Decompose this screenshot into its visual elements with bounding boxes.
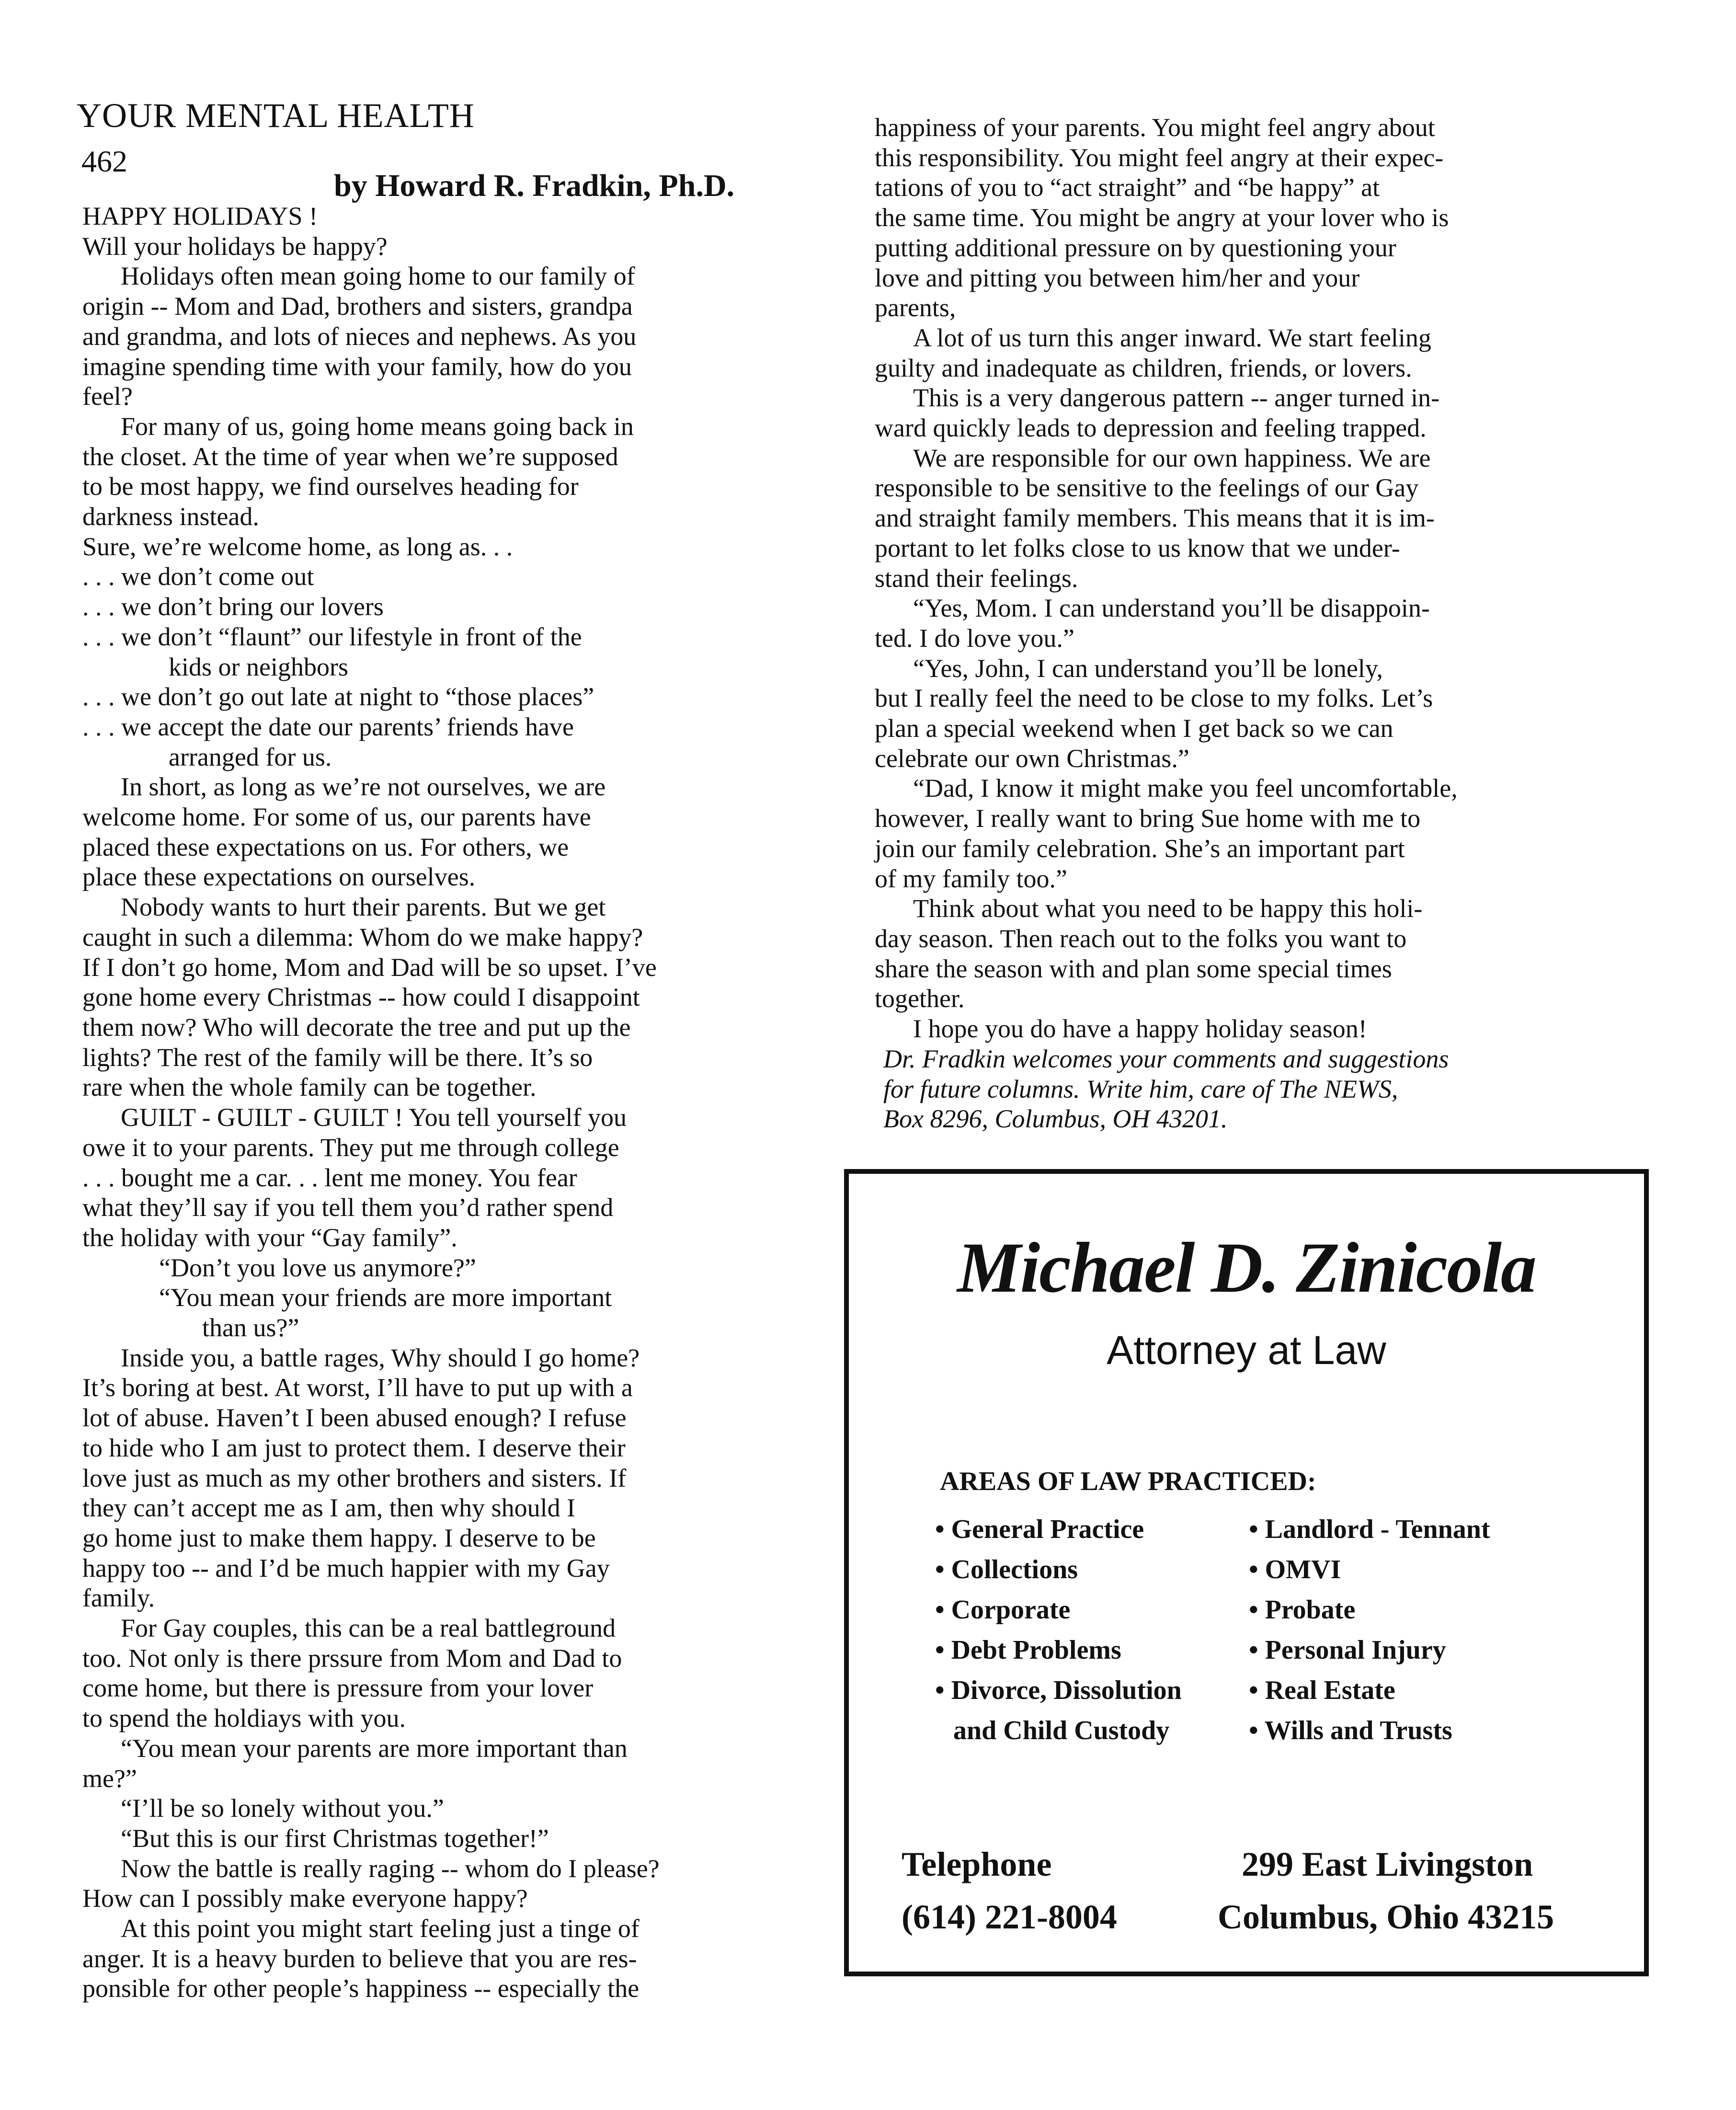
text-line: For Gay couples, this can be a real battleground bbox=[121, 1614, 616, 1643]
text-line: portant to let folks close to us know that we under- bbox=[875, 533, 1400, 562]
text-line: imagine spending time with your family, how do you bbox=[82, 352, 632, 381]
para-block bbox=[875, 593, 1641, 653]
list-block bbox=[935, 1590, 1182, 1630]
text-line: place these expectations on ourselves. bbox=[82, 862, 476, 892]
text-line: to spend the holdiays with you. bbox=[82, 1704, 406, 1733]
para-block bbox=[82, 1823, 811, 1854]
list-block bbox=[935, 1670, 1182, 1751]
text-line: “Don’t you love us anymore?” bbox=[159, 1253, 476, 1282]
text-line: go home just to make them happy. I deserve to be bbox=[82, 1523, 596, 1552]
list-block bbox=[1249, 1630, 1490, 1670]
text-line: love and pitting you between him/her and your bbox=[875, 263, 1360, 292]
para-block bbox=[82, 1343, 811, 1613]
text-line: • Landlord - Tennant bbox=[1249, 1514, 1490, 1544]
italic-block bbox=[875, 1044, 1641, 1134]
quote-block bbox=[82, 1253, 811, 1283]
para-block bbox=[875, 654, 1641, 774]
text-line: they can’t accept me as I am, then why should I bbox=[82, 1493, 576, 1523]
text-line: • Probate bbox=[1249, 1595, 1356, 1625]
text-line: day season. Then reach out to the folks you want to bbox=[875, 924, 1407, 953]
list-block bbox=[1249, 1509, 1490, 1549]
plain-block bbox=[82, 532, 811, 562]
text-line: origin -- Mom and Dad, brothers and sisters, grandpa bbox=[82, 292, 633, 321]
telephone-label: Telephone bbox=[902, 1845, 1052, 1883]
text-line: • Personal Injury bbox=[1249, 1635, 1446, 1665]
text-line: . . . we don’t bring our lovers bbox=[82, 592, 384, 621]
text-line: owe it to your parents. They put me through college bbox=[82, 1133, 619, 1162]
text-line: This is a very dangerous pattern -- anger turned in- bbox=[913, 383, 1440, 413]
text-line: Inside you, a battle rages, Why should I go home? bbox=[121, 1343, 640, 1372]
text-line: tations of you to “act straight” and “be happy” at bbox=[875, 173, 1380, 202]
article-right-column bbox=[875, 113, 1641, 1134]
text-line: How can I possibly make everyone happy? bbox=[82, 1884, 528, 1913]
list-block bbox=[935, 1549, 1182, 1590]
text-line: responsible to be sensitive to the feelings of our Gay bbox=[875, 473, 1419, 503]
text-line: “I’ll be so lonely without you.” bbox=[121, 1794, 444, 1823]
text-line: for future columns. Write him, care of The NEWS, bbox=[883, 1074, 1398, 1103]
text-line: We are responsible for our own happiness. We are bbox=[913, 443, 1431, 472]
text-line: “You mean your friends are more important bbox=[159, 1283, 612, 1312]
list-block bbox=[82, 622, 811, 682]
text-line: together. bbox=[875, 984, 965, 1013]
areas-list-right bbox=[1249, 1509, 1490, 1751]
para-block bbox=[875, 383, 1641, 443]
text-line: and Child Custody bbox=[953, 1716, 1170, 1745]
text-line: • OMVI bbox=[1249, 1555, 1341, 1584]
text-line: “You mean your parents are more important than bbox=[121, 1733, 628, 1763]
text-line: love just as much as my other brothers and sisters. If bbox=[82, 1463, 627, 1492]
text-line: I hope you do have a happy holiday season! bbox=[913, 1014, 1367, 1044]
areas-heading: AREAS OF LAW PRACTICED: bbox=[940, 1467, 1316, 1496]
text-line: however, I really want to bring Sue home with me to bbox=[875, 804, 1421, 833]
list-block bbox=[1249, 1670, 1490, 1710]
text-line: It’s boring at best. At worst, I’ll have to put up with a bbox=[82, 1373, 633, 1402]
para-block bbox=[82, 1793, 811, 1823]
text-line: Box 8296, Columbus, OH 43201. bbox=[883, 1104, 1228, 1134]
text-line: ward quickly leads to depression and feeling trapped. bbox=[875, 413, 1427, 443]
para-block bbox=[82, 412, 811, 532]
list-block bbox=[82, 712, 811, 772]
text-line: rare when the whole family can be together. bbox=[82, 1073, 537, 1102]
quote-block bbox=[82, 1283, 811, 1342]
text-line: • Collections bbox=[935, 1555, 1078, 1584]
text-line: caught in such a dilemma: Whom do we make happy? bbox=[82, 922, 643, 952]
text-line: of my family too.” bbox=[875, 864, 1067, 893]
text-line: • General Practice bbox=[935, 1514, 1144, 1544]
text-line: lights? The rest of the family will be there. It’s so bbox=[82, 1043, 593, 1072]
text-line: but I really feel the need to be close to my folks. Let’s bbox=[875, 684, 1433, 713]
text-line: “Yes, John, I can understand you’ll be lonely, bbox=[913, 654, 1383, 683]
areas-list-left bbox=[935, 1509, 1182, 1751]
text-line: lot of abuse. Haven’t I been abused enough? I refuse bbox=[82, 1403, 627, 1433]
byline: by Howard R. Fradkin, Ph.D. bbox=[334, 168, 735, 203]
list-block bbox=[1249, 1590, 1490, 1630]
page-number: 462 bbox=[81, 144, 127, 178]
text-line: . . . bought me a car. . . lent me money. You fear bbox=[82, 1163, 577, 1192]
text-line: “Dad, I know it might make you feel uncomfortable, bbox=[913, 774, 1458, 803]
text-line: feel? bbox=[82, 382, 133, 411]
text-line: share the season with and plan some special times bbox=[875, 954, 1392, 983]
text-line: and straight family members. This means that it is im- bbox=[875, 504, 1435, 533]
text-line: . . . we don’t come out bbox=[82, 562, 314, 591]
list-block bbox=[82, 682, 811, 712]
article-left-column bbox=[82, 201, 811, 2004]
text-line: Will your holidays be happy? bbox=[82, 231, 388, 261]
text-line: GUILT - GUILT - GUILT ! You tell yourself you bbox=[121, 1103, 627, 1132]
address-city: Columbus, Ohio 43215 bbox=[1218, 1898, 1554, 1936]
text-line: ponsible for other people’s happiness -- especially the bbox=[82, 1974, 640, 2003]
text-line: . . . we don’t “flaunt” our lifestyle in front of the bbox=[82, 622, 582, 651]
text-line: If I don’t go home, Mom and Dad will be so upset. I’ve bbox=[82, 952, 657, 982]
column-title: YOUR MENTAL HEALTH bbox=[77, 96, 475, 135]
list-block bbox=[935, 1509, 1182, 1549]
text-line: A lot of us turn this anger inward. We start feeling bbox=[913, 323, 1431, 352]
text-line: happiness of your parents. You might feel angry about bbox=[875, 113, 1435, 142]
text-line: plan a special weekend when I get back so we can bbox=[875, 714, 1393, 743]
plain-block bbox=[82, 201, 811, 261]
text-line: than us?” bbox=[202, 1313, 299, 1342]
text-line: “Yes, Mom. I can understand you’ll be disappoin- bbox=[913, 594, 1430, 623]
text-line: . . . we don’t go out late at night to “those places” bbox=[82, 682, 594, 711]
text-line: At this point you might start feeling just a tinge of bbox=[121, 1914, 640, 1943]
address-street: 299 East Livingston bbox=[1242, 1845, 1533, 1883]
text-line: darkness instead. bbox=[82, 502, 259, 531]
text-line: For many of us, going home means going back in bbox=[121, 412, 634, 441]
text-line: • Debt Problems bbox=[935, 1635, 1121, 1665]
text-line: kids or neighbors bbox=[169, 652, 348, 681]
text-line: guilty and inadequate as children, friends, or lovers. bbox=[875, 353, 1412, 382]
list-block bbox=[82, 562, 811, 592]
text-line: • Real Estate bbox=[1249, 1675, 1395, 1705]
text-line: parents, bbox=[875, 293, 956, 322]
text-line: them now? Who will decorate the tree and put up the bbox=[82, 1012, 631, 1042]
para-block bbox=[82, 1613, 811, 1733]
text-line: welcome home. For some of us, our parents have bbox=[82, 803, 591, 832]
text-line: to hide who I am just to protect them. I deserve their bbox=[82, 1433, 626, 1462]
para-block bbox=[875, 1014, 1641, 1044]
para-block bbox=[82, 772, 811, 892]
text-line: anger. It is a heavy burden to believe that you are res- bbox=[82, 1944, 637, 1973]
text-line: Holidays often mean going home to our family of bbox=[121, 262, 635, 291]
para-block bbox=[82, 1733, 811, 1793]
para-block bbox=[82, 261, 811, 412]
para-block bbox=[82, 1854, 811, 1914]
text-line: join our family celebration. She’s an important part bbox=[875, 834, 1405, 863]
list-block bbox=[935, 1630, 1182, 1670]
plain-block bbox=[875, 113, 1641, 323]
attorney-name: Michael D. Zinicola bbox=[957, 1228, 1536, 1307]
text-line: In short, as long as we’re not ourselves, we are bbox=[121, 772, 606, 802]
text-line: Dr. Fradkin welcomes your comments and suggestions bbox=[883, 1044, 1449, 1073]
text-line: stand their feelings. bbox=[875, 563, 1078, 593]
text-line: Now the battle is really raging -- whom do I please? bbox=[121, 1854, 660, 1883]
text-line: the closet. At the time of year when we’re supposed bbox=[82, 442, 618, 471]
text-line: celebrate our own Christmas.” bbox=[875, 744, 1189, 773]
para-block bbox=[82, 1914, 811, 2004]
text-line: too. Not only is there prssure from Mom and Dad to bbox=[82, 1643, 622, 1673]
telephone-number: (614) 221-8004 bbox=[902, 1898, 1117, 1936]
para-block bbox=[82, 892, 811, 1102]
text-line: happy too -- and I’d be much happier with my Gay bbox=[82, 1553, 610, 1582]
text-line: Think about what you need to be happy this holi- bbox=[913, 894, 1423, 923]
text-line: family. bbox=[82, 1583, 155, 1613]
text-line: putting additional pressure on by questioning your bbox=[875, 233, 1396, 262]
text-line: this responsibility. You might feel angry at their expec- bbox=[875, 143, 1444, 172]
text-line: • Divorce, Dissolution bbox=[935, 1675, 1182, 1705]
text-line: • Corporate bbox=[935, 1595, 1071, 1625]
list-block bbox=[1249, 1710, 1490, 1751]
text-line: ted. I do love you.” bbox=[875, 623, 1074, 653]
text-line: come home, but there is pressure from your lover bbox=[82, 1674, 594, 1703]
text-line: “But this is our first Christmas together!” bbox=[121, 1823, 549, 1853]
text-line: . . . we accept the date our parents’ friends have bbox=[82, 712, 574, 741]
text-line: Sure, we’re welcome home, as long as. . . bbox=[82, 532, 513, 561]
text-line: to be most happy, we find ourselves heading for bbox=[82, 472, 579, 501]
para-block bbox=[82, 1102, 811, 1253]
text-line: me?” bbox=[82, 1764, 137, 1793]
text-line: the holiday with your “Gay family”. bbox=[82, 1223, 457, 1252]
text-line: arranged for us. bbox=[169, 742, 332, 771]
attorney-subtitle: Attorney at Law bbox=[1107, 1328, 1386, 1373]
para-block bbox=[875, 894, 1641, 1014]
text-line: gone home every Christmas -- how could I disappoint bbox=[82, 983, 640, 1012]
text-line: • Wills and Trusts bbox=[1249, 1716, 1452, 1745]
text-line: HAPPY HOLIDAYS ! bbox=[82, 202, 318, 230]
text-line: what they’ll say if you tell them you’d rather spend bbox=[82, 1193, 614, 1222]
text-line: placed these expectations on us. For others, we bbox=[82, 832, 569, 861]
para-block bbox=[875, 443, 1641, 594]
para-block bbox=[875, 773, 1641, 894]
list-block bbox=[82, 592, 811, 622]
text-line: Nobody wants to hurt their parents. But we get bbox=[121, 893, 606, 922]
text-line: the same time. You might be angry at your lover who is bbox=[875, 203, 1449, 232]
text-line: and grandma, and lots of nieces and nephews. As you bbox=[82, 321, 637, 351]
attorney-advertisement bbox=[844, 1169, 1649, 1976]
para-block bbox=[875, 323, 1641, 383]
list-block bbox=[1249, 1549, 1490, 1590]
